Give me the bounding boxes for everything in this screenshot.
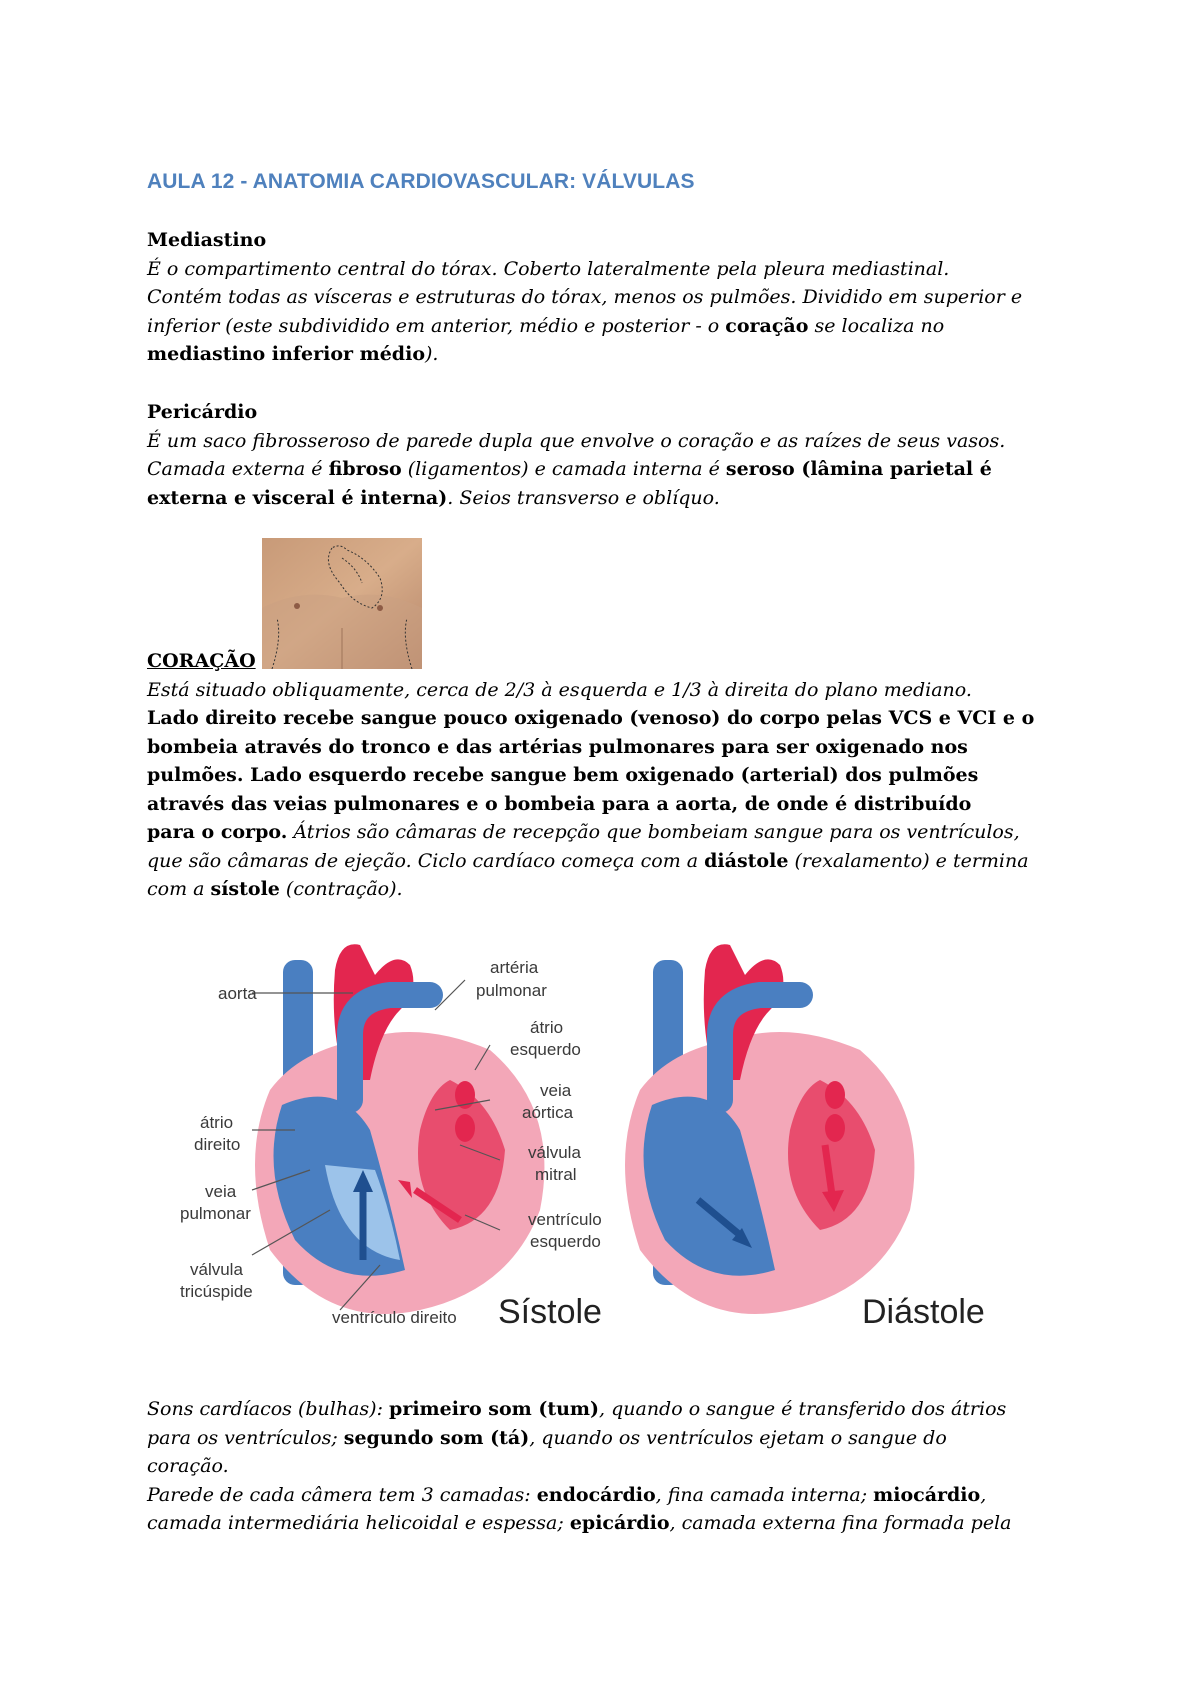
coracao-bold-2: bombeia através do tronco e das artérias pulmonares para ser oxigenado nos <box>147 735 968 758</box>
pulmonary-vein-4 <box>825 1114 845 1142</box>
label-atrio-dir-1: átrio <box>200 1113 234 1132</box>
label-vent-esq-2: esquerdo <box>530 1232 601 1251</box>
label-valvula-mitral-2: mitral <box>535 1165 577 1184</box>
label-sistole: Sístole <box>498 1293 602 1331</box>
mediastino-section <box>147 226 1087 369</box>
label-diastole: Diástole <box>862 1293 985 1331</box>
pericardio-l2a: Camada externa é <box>147 458 329 480</box>
sons-l5c: , camada externa fina formada pela <box>669 1512 1012 1534</box>
pericardio-heading: Pericárdio <box>147 401 258 423</box>
sons-l4c: , fina camada interna; <box>655 1483 874 1506</box>
label-aorta: aorta <box>218 984 257 1003</box>
sons-l1c: , quando o sangue é transferido dos átrios <box>599 1398 1007 1420</box>
coracao-line-5 <box>147 818 1087 847</box>
pericardio-line-2 <box>147 455 1087 484</box>
mediastino-line-3a: inferior (este subdividido em anterior, médio e posterior - o <box>147 314 726 337</box>
label-atrio-esq-1: átrio <box>530 1018 564 1037</box>
label-pulmonar: pulmonar <box>476 981 547 1000</box>
coracao-l7c: (contração). <box>279 878 403 900</box>
label-arteria: artéria <box>490 958 539 977</box>
label-veia-pulm-2: pulmonar <box>180 1204 251 1223</box>
label-veia-pulm-1: veia <box>205 1182 237 1201</box>
label-vent-esq-1: ventrículo <box>528 1210 602 1229</box>
coracao-l5a: para o corpo. <box>147 821 288 843</box>
coracao-bold-3: pulmões. Lado esquerdo recebe sangue bem oxigenado (arterial) dos pulmões <box>147 764 979 786</box>
pulmonary-vein-3 <box>825 1081 845 1109</box>
coracao-section <box>147 647 1087 904</box>
pericardio-line-3 <box>147 484 1087 513</box>
mediastino-line-3c: se localiza no <box>808 314 945 337</box>
page-title: AULA 12 - ANATOMIA CARDIOVASCULAR: VÁLVULAS <box>147 170 695 193</box>
label-atrio-dir-2: direito <box>194 1135 241 1154</box>
label-veia-1: veia <box>540 1081 572 1100</box>
sons-primeiro-som: primeiro som (tum) <box>389 1398 600 1420</box>
coracao-bold-1: Lado direito recebe sangue pouco oxigenado (venoso) do corpo pelas VCS e VCI e o <box>147 707 1035 729</box>
mediastino-coracao-bold: coração <box>725 314 809 337</box>
label-vent-dir: ventrículo direito <box>332 1308 457 1327</box>
sons-l4e: , <box>980 1483 987 1506</box>
coracao-line-7 <box>147 875 1087 904</box>
mediastino-line-3 <box>147 312 1087 341</box>
label-valv-tric-2: tricúspide <box>180 1282 253 1301</box>
pulmonary-vein-2 <box>455 1114 475 1142</box>
label-valv-tric-1: válvula <box>190 1260 243 1279</box>
sons-line-2 <box>147 1424 1087 1453</box>
coracao-diastole: diástole <box>704 849 789 872</box>
label-veia-2: aórtica <box>522 1103 574 1122</box>
sons-line-1 <box>147 1395 1087 1424</box>
sons-line-5 <box>147 1509 1087 1538</box>
sons-l1a: Sons cardíacos (bulhas): <box>147 1398 390 1420</box>
sons-l2c: , quando os ventrículos ejetam o sangue do <box>529 1426 947 1449</box>
sons-line-4 <box>147 1481 1087 1510</box>
pericardio-l3a: externa e visceral é interna) <box>147 486 448 509</box>
sons-l5a: camada intermediária helicoidal e espessa; <box>147 1512 570 1534</box>
mediastino-line-2: Contém todas as vísceras e estruturas do tórax, menos os pulmões. Dividido em superior e <box>147 286 1023 308</box>
coracao-sistole: sístole <box>210 878 280 900</box>
coracao-l7a: com a <box>147 878 211 900</box>
pericardio-l3b: . Seios transverso e oblíquo. <box>447 486 720 509</box>
heart-diastole <box>625 944 914 1314</box>
sons-l2a: para os ventrículos; <box>147 1426 344 1449</box>
sons-section <box>147 1395 1087 1538</box>
sons-l4a: Parede de cada câmera tem 3 camadas: <box>147 1483 537 1506</box>
sons-endocardio: endocárdio <box>536 1483 656 1506</box>
pericardio-line-1: É um saco fibrosseroso de parede dupla que envolve o coração e as raízes de seus vasos. <box>147 429 1006 452</box>
pericardio-section <box>147 398 1087 512</box>
coracao-line-6 <box>147 847 1087 876</box>
pericardio-fibroso: fibroso <box>328 458 402 480</box>
sons-miocardio: miocárdio <box>873 1483 981 1506</box>
coracao-heading: CORAÇÃO <box>147 650 256 672</box>
mediastino-inferior-medio-bold: mediastino inferior médio <box>147 343 425 365</box>
pericardio-seroso: seroso (lâmina parietal é <box>725 458 992 480</box>
sons-line-3: coração. <box>147 1455 229 1477</box>
coracao-l6c: (rexalamento) e termina <box>788 849 1029 872</box>
sons-segundo-som: segundo som (tá) <box>343 1426 530 1449</box>
heart-diagram <box>160 930 1040 1360</box>
coracao-l5b: Átrios são câmaras de recepção que bombeiam sangue para os ventrículos, <box>287 821 1020 843</box>
label-valvula-mitral-1: válvula <box>528 1143 581 1162</box>
mediastino-line-1: É o compartimento central do tórax. Coberto lateralmente pela pleura mediastinal. <box>147 257 950 280</box>
sons-epicardio: epicárdio <box>569 1512 670 1534</box>
coracao-bold-4: através das veias pulmonares e o bombeia para a aorta, de onde é distribuído <box>147 792 972 815</box>
label-atrio-esq-2: esquerdo <box>510 1040 581 1059</box>
mediastino-heading: Mediastino <box>147 229 267 251</box>
mediastino-line-4 <box>147 340 1087 369</box>
pericardio-l2c: (ligamentos) e camada interna é <box>401 458 726 480</box>
mediastino-line-4b: ). <box>425 343 439 365</box>
coracao-line-1: Está situado obliquamente, cerca de 2/3 à esquerda e 1/3 à direita do plano mediano. <box>147 678 972 701</box>
coracao-l6a: que são câmaras de ejeção. Ciclo cardíaco começa com a <box>147 849 705 872</box>
